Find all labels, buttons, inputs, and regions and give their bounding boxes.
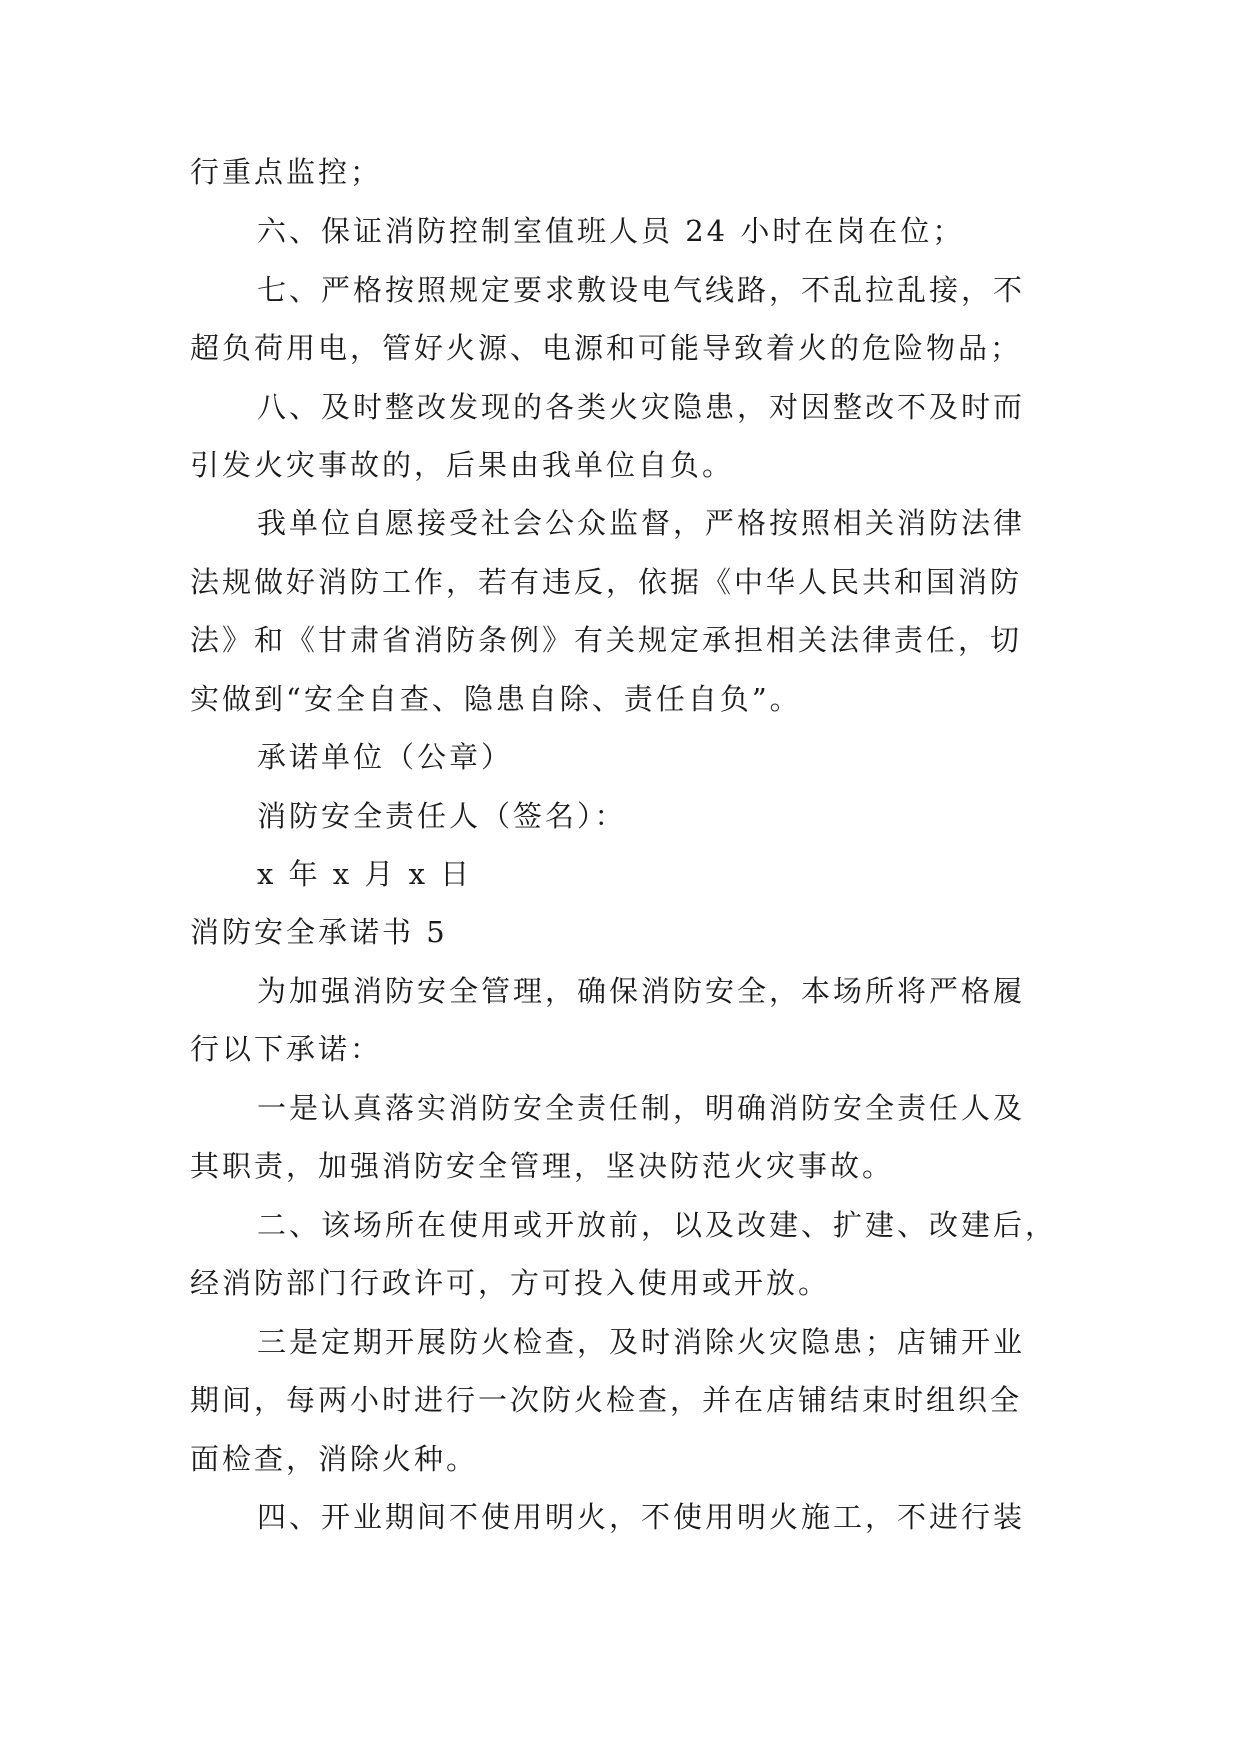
text-line: 六、保证消防控制室值班人员 24 小时在岗在位； — [257, 214, 965, 248]
text-line: 实做到“安全自查、隐患自除、责任自负”。 — [190, 682, 802, 716]
text-line: 引发火灾事故的，后果由我单位自负。 — [190, 448, 735, 482]
text-line: 四、开业期间不使用明火，不使用明火施工，不进行装 — [257, 1500, 1026, 1534]
text-line: 消防安全责任人（签名）： — [257, 799, 627, 833]
text-line: 经消防部门行政许可，方可投入使用或开放。 — [190, 1266, 831, 1300]
text-line: 八、及时整改发现的各类火灾隐患，对因整改不及时而 — [257, 390, 1026, 424]
text-line: 承诺单位（公章） — [257, 740, 514, 774]
text-line: 法》和《甘肃省消防条例》有关规定承担相关法律责任，切 — [190, 623, 1023, 657]
text-line: 期间，每两小时进行一次防火检查，并在店铺结束时组织全 — [190, 1383, 1023, 1417]
text-line: 二、该场所在使用或开放前，以及改建、扩建、改建后， — [257, 1208, 1058, 1242]
text-line: 超负荷用电，管好火源、电源和可能导致着火的危险物品； — [190, 331, 1023, 365]
text-line: 一是认真落实消防安全责任制，明确消防安全责任人及 — [257, 1091, 1026, 1125]
text-line: 其职责，加强消防安全管理，坚决防范火灾事故。 — [190, 1149, 895, 1183]
text-line: 法规做好消防工作，若有违反，依据《中华人民共和国消防 — [190, 565, 1023, 599]
text-line: 为加强消防安全管理，确保消防安全，本场所将严格履 — [257, 974, 1026, 1008]
text-line: 行以下承诺： — [190, 1032, 383, 1066]
text-line: x 年 x 月 x 日 — [257, 857, 473, 891]
section-heading: 消防安全承诺书 5 — [190, 915, 448, 949]
text-line: 行重点监控； — [190, 155, 383, 189]
text-line: 我单位自愿接受社会公众监督，严格按照相关消防法律 — [257, 506, 1026, 540]
text-line: 三是定期开展防火检查，及时消除火灾隐患；店铺开业 — [257, 1325, 1026, 1359]
text-line: 七、严格按照规定要求敷设电气线路，不乱拉乱接，不 — [257, 273, 1026, 307]
text-line: 面检查，消除火种。 — [190, 1442, 479, 1476]
